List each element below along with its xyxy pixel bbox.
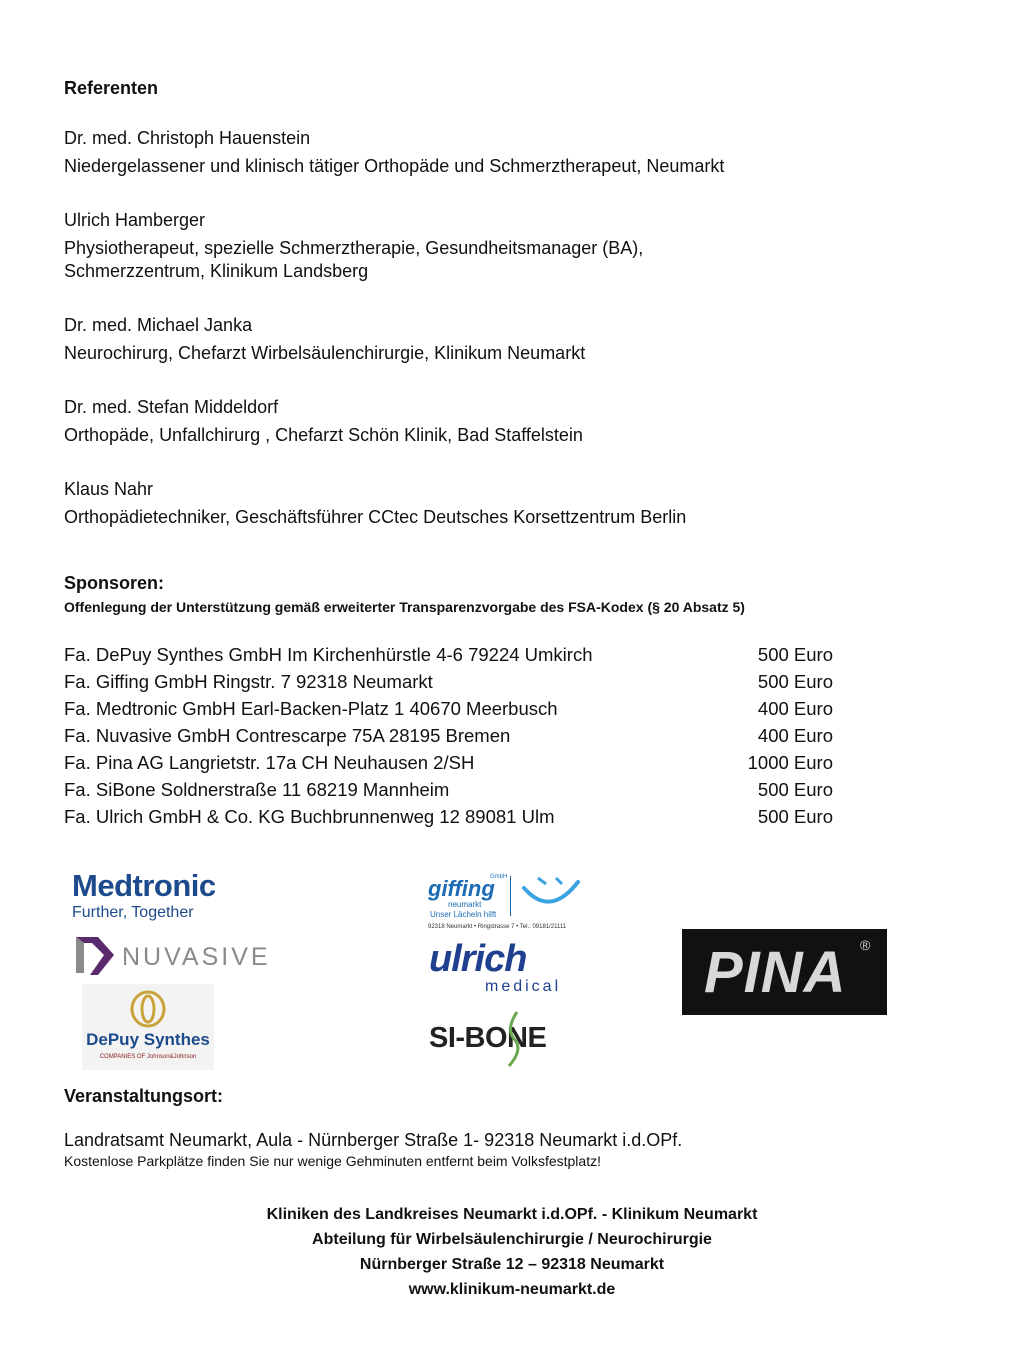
referenten-heading: Referenten: [64, 78, 159, 98]
nuvasive-logo: [72, 933, 292, 981]
footer-line-2: Abteilung für Wirbelsäulenchirurgie / Neurochirurgie: [312, 1231, 712, 1248]
sponsor-amount: 500 Euro: [757, 806, 833, 827]
sponsor-company: Fa. Nuvasive GmbH Contrescarpe 75A 28195 Bremen: [64, 725, 511, 746]
speaker-name: Dr. med. Christoph Hauenstein: [64, 128, 311, 148]
depuy-mark-icon: [128, 990, 168, 1028]
speaker-description: Orthopädietechniker, Geschäftsführer CCtec Deutsches Korsettzentrum Berlin: [64, 507, 687, 527]
pina-logo: [682, 929, 887, 1015]
speaker-description: Physiotherapeut, spezielle Schmerztherapie, Gesundheitsmanager (BA),: [64, 238, 644, 258]
giffing-gmbh: GmbH: [490, 874, 508, 880]
sponsor-amount: 400 Euro: [757, 698, 833, 719]
sponsor-company: Fa. Ulrich GmbH & Co. KG Buchbrunnenweg 12 89081 Ulm: [64, 806, 555, 827]
giffing-smile-icon: [518, 874, 582, 914]
depuy-tagline: COMPANIES OF Johnson&Johnson: [99, 1054, 197, 1060]
venue-heading: Veranstaltungsort:: [64, 1086, 224, 1106]
speaker-name: Dr. med. Michael Janka: [64, 315, 253, 335]
depuy-wordmark: DePuy Synthes: [86, 1030, 210, 1049]
sponsor-amount: 500 Euro: [757, 671, 833, 692]
giffing-tagline: Unser Lächeln hilft: [430, 910, 497, 919]
nuvasive-mark-icon: [72, 933, 118, 979]
medtronic-logo: [72, 868, 252, 928]
giffing-logo: [428, 872, 588, 934]
speaker-name: Dr. med. Stefan Middeldorf: [64, 397, 279, 417]
sponsor-amount: 1000 Euro: [747, 752, 833, 773]
giffing-address: 92318 Neumarkt • Ringstrasse 7 • Tel.: 09181/21111: [428, 924, 567, 930]
speaker-description: Neurochirurg, Chefarzt Wirbelsäulenchirurgie, Klinikum Neumarkt: [64, 343, 586, 363]
pina-registered-icon: ®: [860, 937, 871, 953]
footer-website-link[interactable]: www.klinikum-neumarkt.de: [408, 1281, 616, 1298]
footer-line-1: Kliniken des Landkreises Neumarkt i.d.OPf. - Klinikum Neumarkt: [266, 1206, 758, 1223]
speaker-name: Ulrich Hamberger: [64, 210, 206, 230]
speaker-description: Niedergelassener und klinisch tätiger Orthopäde und Schmerztherapeut, Neumarkt: [64, 156, 725, 176]
disclosure-note: Offenlegung der Unterstützung gemäß erweiterter Transparenzvorgabe des FSA-Kodex (§ 20 Absatz 5): [64, 599, 745, 615]
medtronic-wordmark: Medtronic: [72, 868, 216, 903]
si-bone-logo: [429, 1010, 579, 1068]
sponsor-company: Fa. Pina AG Langrietstr. 17a CH Neuhausen 2/SH: [64, 752, 475, 773]
sponsor-company: Fa. SiBone Soldnerstraße 11 68219 Mannheim: [64, 779, 450, 800]
depuy-synthes-logo: [82, 984, 214, 1070]
sponsor-amount: 400 Euro: [757, 725, 833, 746]
speaker-description: Orthopäde, Unfallchirurg , Chefarzt Schön Klinik, Bad Staffelstein: [64, 425, 583, 445]
sponsor-amount: 500 Euro: [757, 644, 833, 665]
sponsor-company: Fa. Giffing GmbH Ringstr. 7 92318 Neumarkt: [64, 671, 433, 692]
speaker-name: Klaus Nahr: [64, 479, 154, 499]
pina-wordmark: PINA: [704, 940, 847, 1005]
sponsor-amount: 500 Euro: [757, 779, 833, 800]
venue-address: Landratsamt Neumarkt, Aula - Nürnberger Straße 1- 92318 Neumarkt i.d.OPf.: [64, 1130, 683, 1150]
sponsoren-heading: Sponsoren:: [64, 573, 165, 593]
speaker-description-line2: Schmerzzentrum, Klinikum Landsberg: [64, 261, 369, 281]
medtronic-tagline: Further, Together: [72, 904, 194, 921]
sponsor-company: Fa. DePuy Synthes GmbH Im Kirchenhürstle 4-6 79224 Umkirch: [64, 644, 593, 665]
footer-line-3: Nürnberger Straße 12 – 92318 Neumarkt: [359, 1256, 665, 1273]
sponsor-company: Fa. Medtronic GmbH Earl-Backen-Platz 1 40670 Meerbusch: [64, 698, 558, 719]
venue-parking-note: Kostenlose Parkplätze finden Sie nur wenige Gehminuten entfernt beim Volksfestplatz!: [64, 1153, 601, 1169]
giffing-wordmark: giffing: [428, 876, 495, 901]
giffing-divider: [510, 876, 511, 916]
ulrich-medical-logo: [429, 938, 589, 998]
si-bone-swoosh-icon: [503, 1010, 523, 1068]
ulrich-sub: medical: [485, 978, 562, 995]
si-bone-wordmark: SI-BONE: [429, 1022, 547, 1054]
nuvasive-wordmark: NUVASIVE: [122, 943, 271, 971]
ulrich-wordmark: ulrich: [429, 938, 527, 980]
giffing-sub: neumarkt: [448, 900, 482, 909]
